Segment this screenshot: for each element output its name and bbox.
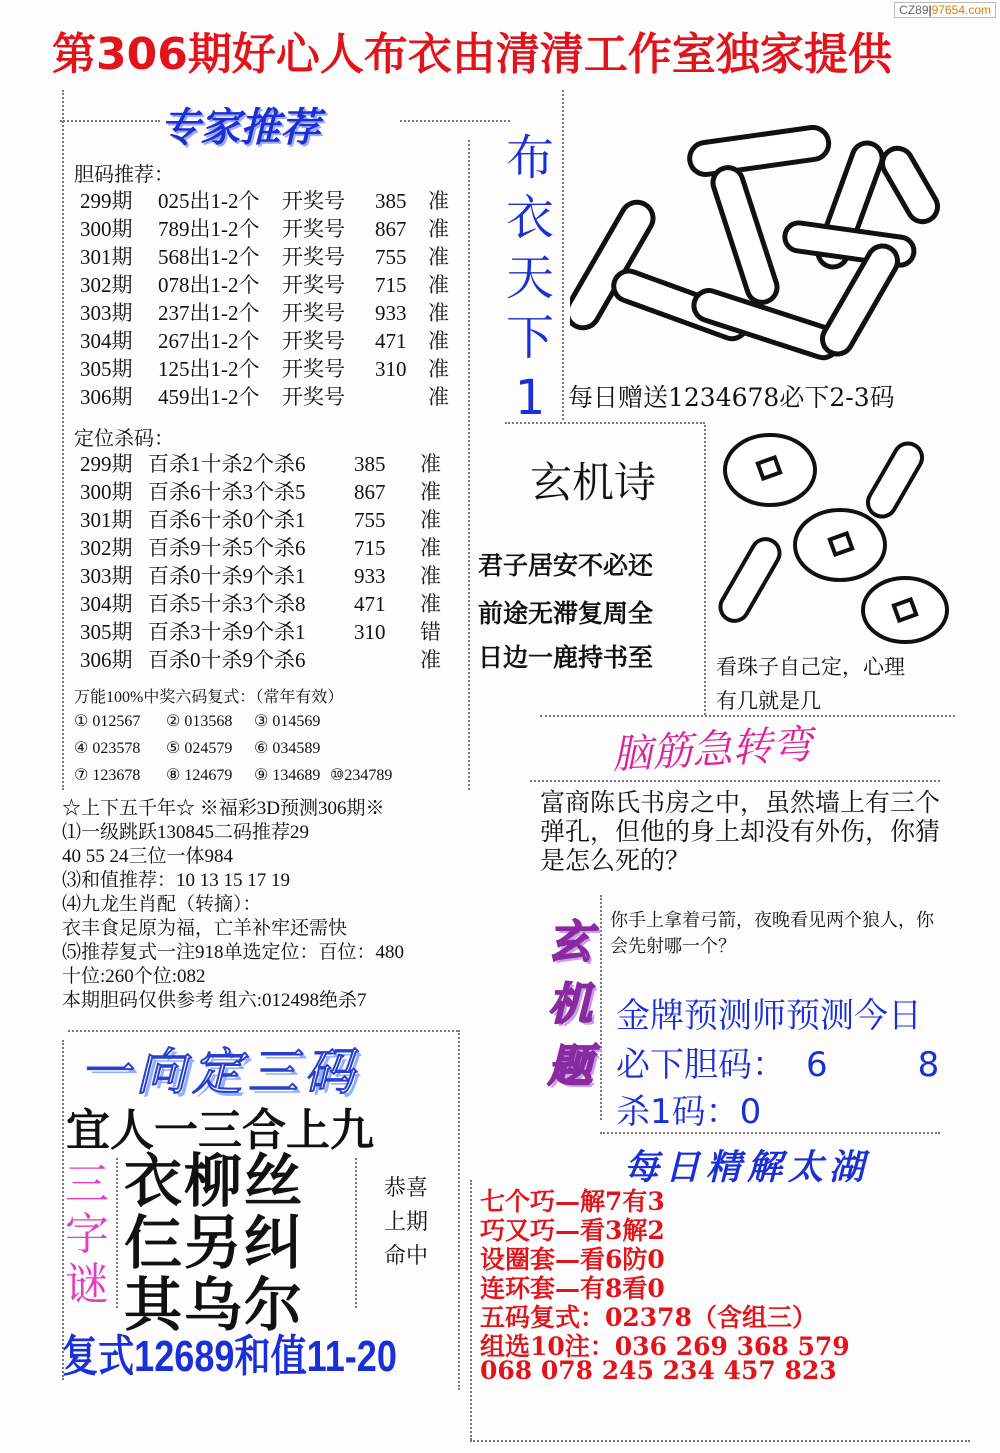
kill-cell-period: 303期 bbox=[80, 564, 133, 588]
dan-cell-res: 准 bbox=[428, 385, 449, 409]
dan-cell-res: 准 bbox=[428, 189, 449, 213]
five-line: ⑸推荐复式一注918单选定位：百位：480 bbox=[62, 942, 405, 963]
kill-cell-pick: 百杀6十杀3个杀5 bbox=[148, 480, 306, 504]
gold-line-1: 金牌预测师预测今日 bbox=[616, 996, 922, 1036]
dan-row bbox=[80, 327, 470, 355]
kill-row bbox=[80, 450, 470, 478]
divider bbox=[704, 425, 706, 715]
dan-cell-num: 867 bbox=[375, 217, 407, 241]
dan-cell-num: 755 bbox=[375, 245, 407, 269]
divider bbox=[62, 90, 64, 790]
dan-cell-res: 准 bbox=[428, 245, 449, 269]
dan-cell-num: 310 bbox=[375, 357, 407, 381]
mystery-char: 机 bbox=[548, 979, 592, 1030]
combo-item: ⑩234789 bbox=[330, 767, 393, 784]
kill-cell-pick: 百杀0十杀9个杀1 bbox=[148, 564, 306, 588]
kill-cell-period: 299期 bbox=[80, 452, 133, 476]
kill-cell-period: 300期 bbox=[80, 480, 133, 504]
kill-cell-period: 306期 bbox=[80, 648, 133, 672]
divider bbox=[470, 1180, 472, 1440]
combo-item: ⑥ 034589 bbox=[254, 740, 321, 757]
kill-label: 定位杀码： bbox=[74, 426, 174, 450]
beads-drawing bbox=[710, 430, 960, 645]
five-thousand-block bbox=[62, 797, 482, 1013]
brain-teaser-title: 脑筋急转弯 bbox=[611, 721, 814, 779]
kill-cell-res: 准 bbox=[420, 480, 441, 504]
kill-cell-num: 385 bbox=[354, 452, 386, 476]
kill-row bbox=[80, 590, 470, 618]
dan-cell-period: 304期 bbox=[80, 329, 133, 353]
kill-cell-res: 准 bbox=[420, 648, 441, 672]
kill-cell-num: 867 bbox=[354, 480, 386, 504]
kill-cell-pick: 百杀9十杀5个杀6 bbox=[148, 536, 306, 560]
kill-cell-num: 471 bbox=[354, 592, 386, 616]
page-title: 第306期好心人布衣由清清工作室独家提供 bbox=[52, 29, 892, 80]
kill-cell-period: 305期 bbox=[80, 620, 133, 644]
taihu-line: 设圈套—看6防0 bbox=[480, 1245, 665, 1274]
five-line: ⑴一级跳跃130845二码推荐29 bbox=[62, 822, 310, 843]
divider bbox=[600, 895, 602, 1120]
dan-cell-period: 302期 bbox=[80, 273, 133, 297]
combo-item: ② 013568 bbox=[166, 713, 233, 730]
five-line: 40 55 24三位一体984 bbox=[62, 846, 234, 867]
kill-row bbox=[80, 618, 470, 646]
taihu-title: 每日精解太湖 bbox=[624, 1148, 871, 1188]
kill-cell-res: 准 bbox=[420, 592, 441, 616]
riddle-line: 衣柳丝 bbox=[124, 1147, 305, 1215]
divider bbox=[116, 1158, 118, 1308]
divider bbox=[60, 120, 160, 122]
beads-note bbox=[716, 650, 905, 718]
mystery-question: 你手上拿着弓箭，夜晚看见两个狼人，你会先射哪一个？ bbox=[610, 910, 934, 957]
kill-cell-period: 301期 bbox=[80, 508, 133, 532]
dan-cell-label: 开奖号 bbox=[282, 385, 345, 409]
gold-dan-b: 8 bbox=[917, 1045, 940, 1085]
poem-line: 君子居安不必还 bbox=[478, 551, 654, 580]
kill-cell-res: 准 bbox=[420, 536, 441, 560]
buyi-char: 1 bbox=[514, 370, 546, 426]
dan-cell-res: 准 bbox=[428, 301, 449, 325]
combo-item: ④ 023578 bbox=[74, 740, 141, 757]
kill-cell-period: 302期 bbox=[80, 536, 133, 560]
divider bbox=[530, 780, 940, 782]
dan-cell-period: 306期 bbox=[80, 385, 133, 409]
dan-cell-pick: 789出1-2个 bbox=[158, 217, 260, 241]
dan-table bbox=[80, 187, 470, 411]
riddle-line: 仨另纠 bbox=[124, 1209, 305, 1277]
buyi-char: 下 bbox=[505, 310, 554, 366]
kill-cell-pick: 百杀1十杀2个杀6 bbox=[148, 452, 306, 476]
taihu-line: 七个巧—解7有3 bbox=[480, 1187, 665, 1216]
dan-cell-num: 933 bbox=[375, 301, 407, 325]
dan-cell-res: 准 bbox=[428, 273, 449, 297]
buyi-char: 布 bbox=[505, 130, 554, 186]
gold-kill-value: 0 bbox=[739, 1092, 762, 1132]
dan-row bbox=[80, 187, 470, 215]
szm-char: 三 bbox=[65, 1159, 109, 1210]
combo-item: ① 012567 bbox=[74, 713, 141, 730]
mystery-char: 玄 bbox=[548, 917, 592, 968]
five-line: 十位:260个位:082 bbox=[62, 966, 206, 987]
congrats-line: 上期 bbox=[383, 1210, 428, 1235]
dan-row bbox=[80, 299, 470, 327]
rice-grain-drawing bbox=[570, 125, 960, 370]
dan-cell-num: 715 bbox=[375, 273, 407, 297]
mystery-char: 题 bbox=[548, 1041, 592, 1092]
dan-cell-res: 准 bbox=[428, 217, 449, 241]
dan-cell-pick: 568出1-2个 bbox=[158, 245, 260, 269]
dan-row bbox=[80, 355, 470, 383]
kill-row bbox=[80, 562, 470, 590]
kill-row bbox=[80, 646, 470, 674]
riddle-line: 其乌尔 bbox=[124, 1271, 305, 1339]
congrats-note bbox=[376, 1172, 436, 1274]
congrats-line: 恭喜 bbox=[383, 1176, 428, 1201]
poem-line: 日边一鹿持书至 bbox=[478, 643, 654, 672]
gold-line-3 bbox=[616, 1084, 761, 1133]
dan-cell-label: 开奖号 bbox=[282, 301, 345, 325]
kill-cell-num: 755 bbox=[354, 508, 386, 532]
five-line: 衣丰食足原为福，亡羊补牢还需快 bbox=[62, 918, 348, 939]
dan-cell-label: 开奖号 bbox=[282, 245, 345, 269]
taihu-line: 连环套—有8看0 bbox=[480, 1274, 665, 1303]
szm-char: 谜 bbox=[65, 1259, 109, 1310]
dan-row bbox=[80, 271, 470, 299]
dan-cell-period: 301期 bbox=[80, 245, 133, 269]
kill-row bbox=[80, 478, 470, 506]
poem-title: 玄机诗 bbox=[530, 458, 657, 507]
dan-cell-pick: 078出1-2个 bbox=[158, 273, 260, 297]
combo-label: 万能100%中奖六码复式：（常年有效） bbox=[74, 689, 344, 706]
daily-gift: 每日赠送1234678必下2-3码 bbox=[568, 383, 895, 412]
gold-dan-label: 必下胆码： bbox=[616, 1045, 786, 1085]
kill-cell-period: 304期 bbox=[80, 592, 133, 616]
gold-kill-label: 杀1码： bbox=[616, 1092, 740, 1132]
site-badge-domain: 97654.com bbox=[931, 3, 991, 17]
kill-cell-pick: 百杀3十杀9个杀1 bbox=[148, 620, 306, 644]
dan-cell-period: 305期 bbox=[80, 357, 133, 381]
dan-cell-period: 300期 bbox=[80, 217, 133, 241]
buyi-char: 衣 bbox=[505, 190, 554, 246]
dan-cell-res: 准 bbox=[428, 329, 449, 353]
kill-cell-res: 准 bbox=[420, 508, 441, 532]
combo-item: ⑨ 134689 bbox=[254, 767, 321, 784]
taihu-line: 巧又巧—看3解2 bbox=[480, 1216, 665, 1245]
combo-item: ⑧ 124679 bbox=[166, 767, 233, 784]
dan-row bbox=[80, 243, 470, 271]
dan-cell-num: 471 bbox=[375, 329, 407, 353]
kill-cell-pick: 百杀6十杀0个杀1 bbox=[148, 508, 306, 532]
mystery-vertical-title bbox=[540, 912, 600, 1098]
dan-cell-pick: 459出1-2个 bbox=[158, 385, 260, 409]
five-line: ⑶和值推荐：10 13 15 17 19 bbox=[62, 870, 291, 891]
kill-table bbox=[80, 450, 470, 674]
yiju-phrase: 宜人一三合上九 bbox=[66, 1105, 374, 1156]
taihu-line: 组选10注：036 269 368 579 bbox=[480, 1332, 850, 1361]
kill-cell-num: 715 bbox=[354, 536, 386, 560]
gold-dan-a: 6 bbox=[806, 1045, 828, 1085]
five-line: ☆上下五千年☆ ※福彩3D预测306期※ bbox=[62, 798, 385, 819]
buyi-vertical-title bbox=[500, 128, 560, 428]
dan-cell-label: 开奖号 bbox=[282, 357, 345, 381]
kill-cell-res: 准 bbox=[420, 564, 441, 588]
dan-cell-num: 385 bbox=[375, 189, 407, 213]
szm-vertical-title bbox=[62, 1160, 112, 1310]
combo-item: ⑤ 024579 bbox=[166, 740, 233, 757]
five-line: ⑷九龙生肖配（转摘）： bbox=[62, 894, 262, 915]
riddle-chars bbox=[124, 1147, 305, 1339]
kill-row bbox=[80, 534, 470, 562]
site-badge-prefix: CZ89 bbox=[899, 3, 929, 17]
dan-cell-res: 准 bbox=[428, 357, 449, 381]
beads-note-line: 有几就是几 bbox=[716, 689, 821, 713]
poem-line: 前途无滞复周全 bbox=[478, 599, 654, 628]
expert-title: 专家推荐 bbox=[160, 105, 320, 151]
dan-cell-pick: 125出1-2个 bbox=[158, 357, 260, 381]
dan-row bbox=[80, 215, 470, 243]
dan-cell-label: 开奖号 bbox=[282, 189, 345, 213]
fushi-line: 复式12689和值11-20 bbox=[62, 1332, 397, 1381]
combo-item: ③ 014569 bbox=[254, 713, 321, 730]
dan-cell-pick: 237出1-2个 bbox=[158, 301, 260, 325]
site-badge: CZ89|97654.com bbox=[894, 2, 996, 18]
divider bbox=[355, 1158, 357, 1308]
beads-note-line: 看珠子自己定，心理 bbox=[716, 655, 905, 679]
taihu-lines bbox=[480, 1182, 850, 1385]
dan-label: 胆码推荐： bbox=[74, 162, 174, 186]
buyi-char: 天 bbox=[505, 250, 554, 306]
dan-cell-label: 开奖号 bbox=[282, 329, 345, 353]
dan-cell-label: 开奖号 bbox=[282, 217, 345, 241]
dan-cell-pick: 267出1-2个 bbox=[158, 329, 260, 353]
brain-teaser-text: 富商陈氏书房之中，虽然墙上有三个弹孔，但他的身上却没有外伤，你猜是怎么死的？ bbox=[540, 788, 941, 875]
kill-cell-res: 准 bbox=[420, 452, 441, 476]
divider bbox=[470, 1440, 970, 1442]
dan-cell-label: 开奖号 bbox=[282, 273, 345, 297]
taihu-line: 068 078 245 234 457 823 bbox=[480, 1356, 837, 1385]
congrats-line: 命中 bbox=[383, 1244, 428, 1269]
szm-char: 字 bbox=[65, 1209, 109, 1260]
divider bbox=[562, 90, 564, 420]
divider bbox=[400, 120, 510, 122]
yiju-title: 一向定三码 bbox=[80, 1043, 360, 1101]
kill-cell-res: 错 bbox=[420, 620, 441, 644]
five-line: 本期胆码仅供参考 组六:012498绝杀7 bbox=[62, 990, 367, 1011]
dan-cell-period: 303期 bbox=[80, 301, 133, 325]
taihu-line: 五码复式：02378（含组三） bbox=[480, 1303, 817, 1332]
kill-cell-pick: 百杀5十杀3个杀8 bbox=[148, 592, 306, 616]
dan-row bbox=[80, 383, 470, 411]
combo-item: ⑦ 123678 bbox=[74, 767, 141, 784]
kill-row bbox=[80, 506, 470, 534]
dan-cell-period: 299期 bbox=[80, 189, 133, 213]
dan-cell-pick: 025出1-2个 bbox=[158, 189, 260, 213]
kill-cell-num: 933 bbox=[354, 564, 386, 588]
divider bbox=[458, 1030, 460, 1390]
gold-line-2 bbox=[616, 1037, 939, 1086]
kill-cell-pick: 百杀0十杀9个杀6 bbox=[148, 648, 306, 672]
kill-cell-num: 310 bbox=[354, 620, 386, 644]
